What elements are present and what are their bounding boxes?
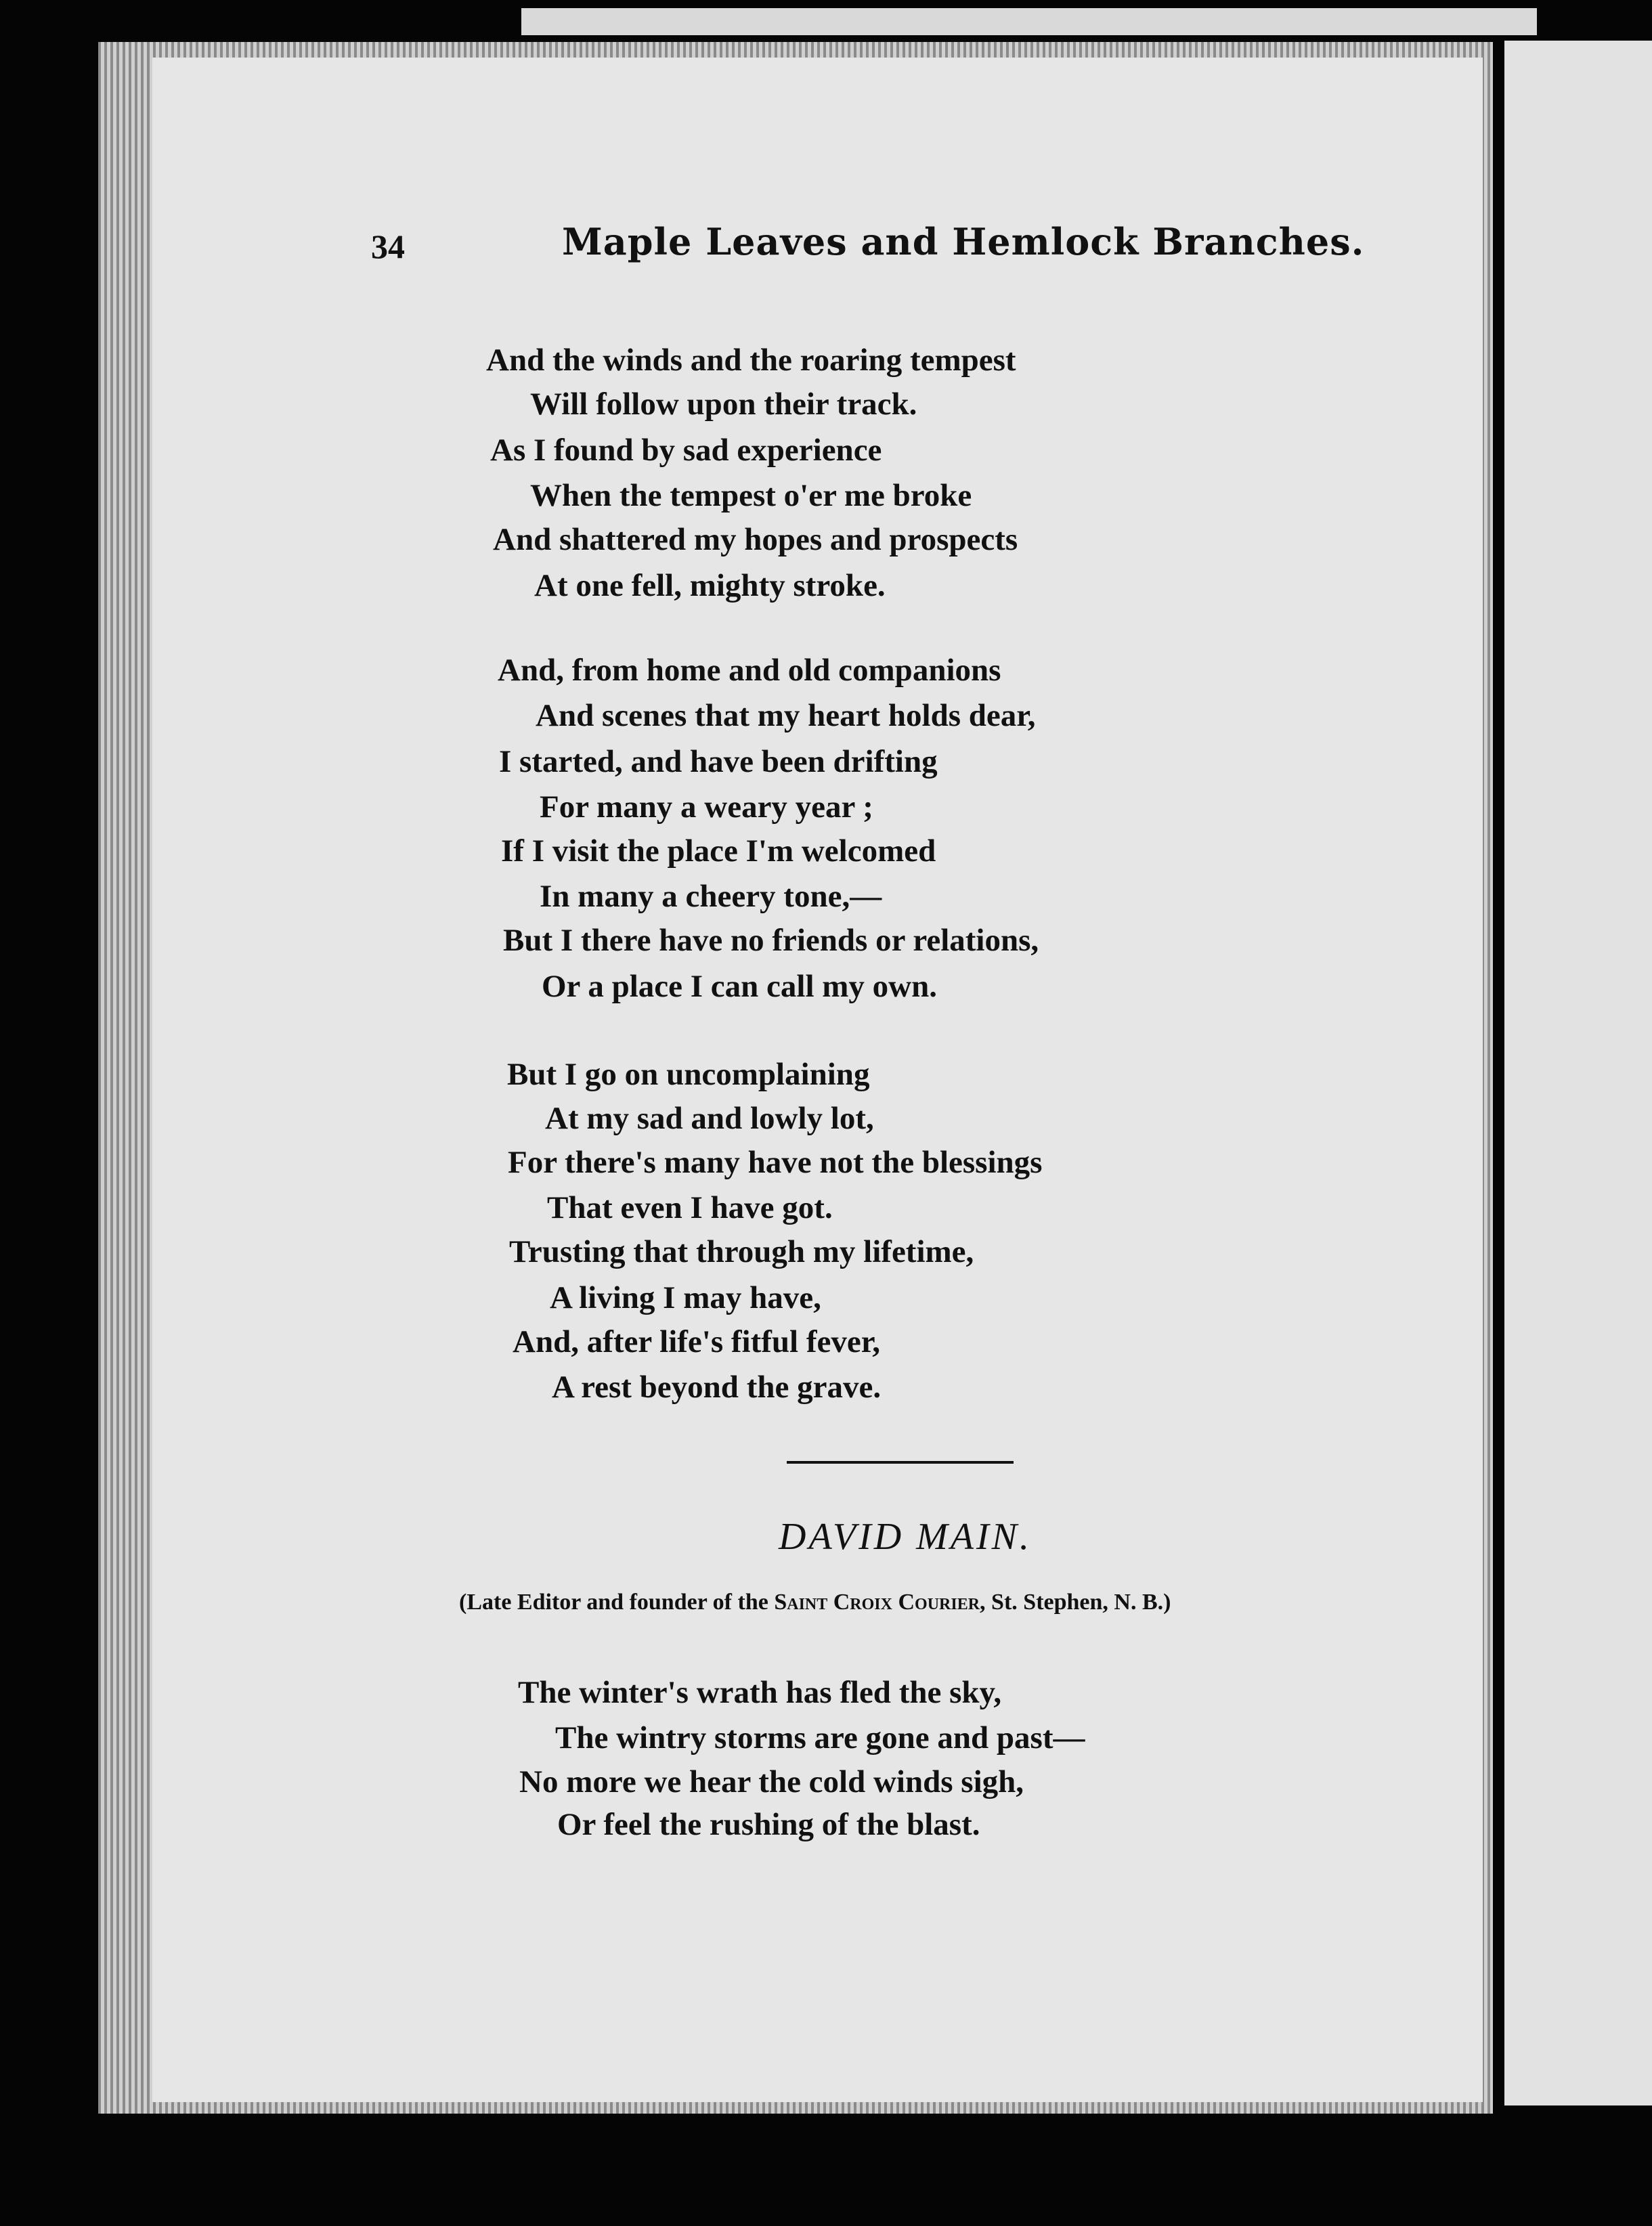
facing-page-edge xyxy=(1504,41,1652,2105)
verse-line: No more we hear the cold winds sigh, xyxy=(519,1764,1024,1799)
poem-2-subtitle xyxy=(459,1590,1171,1615)
running-head: Maple Leaves and Hemlock Branches. xyxy=(562,220,1365,263)
subtitle-text: , St. Stephen, N. B.) xyxy=(980,1590,1171,1615)
verse-line: As I found by sad experience xyxy=(490,433,882,468)
verse-line: And, from home and old companions xyxy=(498,653,1001,688)
verse-line: That even I have got. xyxy=(547,1190,833,1225)
verse-line: And the winds and the roaring tempest xyxy=(486,343,1016,378)
verse-line: A living I may have, xyxy=(550,1280,821,1315)
verse-line: Or a place I can call my own. xyxy=(542,969,937,1004)
verse-line: At one fell, mighty stroke. xyxy=(534,568,886,603)
page-number: 34 xyxy=(371,227,405,265)
verse-line: The wintry storms are gone and past— xyxy=(555,1720,1085,1755)
scan-top-strip xyxy=(521,8,1537,35)
verse-line: And scenes that my heart holds dear, xyxy=(536,698,1036,733)
verse-line: Will follow upon their track. xyxy=(530,387,917,422)
verse-line: Or feel the rushing of the blast. xyxy=(557,1807,980,1842)
poem-2-title: DAVID MAIN. xyxy=(779,1516,1032,1558)
subtitle-text: (Late Editor and founder of the xyxy=(459,1590,775,1615)
verse-line: But I go on uncomplaining xyxy=(507,1057,870,1092)
verse-line: Trusting that through my lifetime, xyxy=(509,1234,974,1269)
verse-line: At my sad and lowly lot, xyxy=(545,1101,874,1136)
verse-line: And, after life's fitful fever, xyxy=(513,1324,881,1359)
section-divider xyxy=(787,1461,1014,1464)
verse-line: I started, and have been drifting xyxy=(499,744,938,779)
verse-line: A rest beyond the grave. xyxy=(552,1370,882,1405)
newspaper-name: Saint Croix Courier xyxy=(774,1590,980,1615)
verse-line: The winter's wrath has fled the sky, xyxy=(518,1675,1002,1710)
verse-line: And shattered my hopes and prospects xyxy=(493,522,1018,557)
verse-line: For there's many have not the blessings xyxy=(508,1145,1043,1180)
verse-line: If I visit the place I'm welcomed xyxy=(501,833,936,869)
verse-line: In many a cheery tone,— xyxy=(540,879,882,914)
verse-line: But I there have no friends or relations, xyxy=(503,923,1039,958)
verse-line: For many a weary year ; xyxy=(540,789,873,825)
verse-line: When the tempest o'er me broke xyxy=(530,478,972,513)
